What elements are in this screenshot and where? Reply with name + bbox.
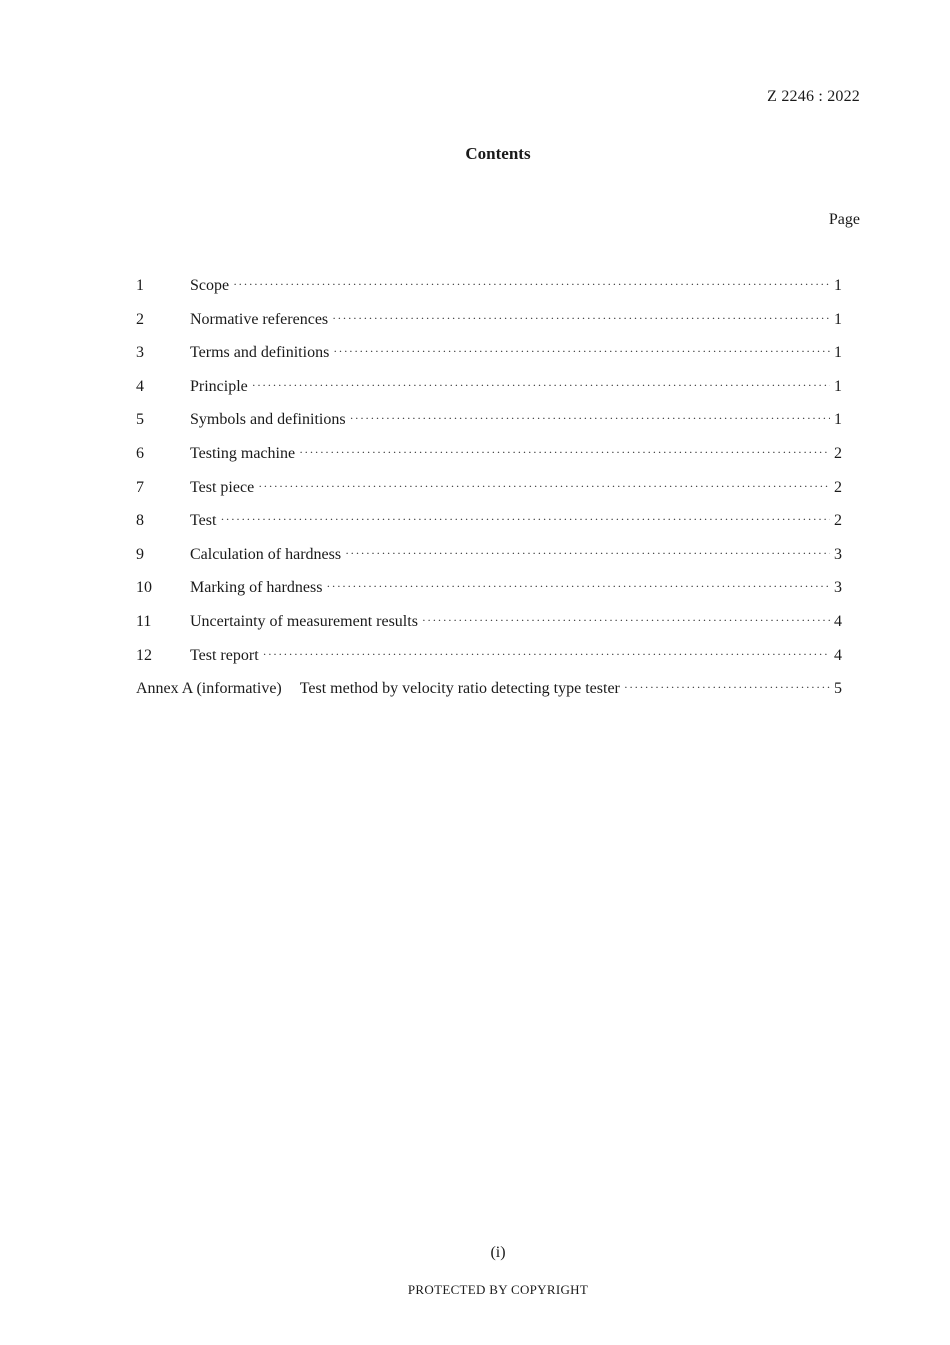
toc-entry-title: Test method by velocity ratio detecting type tester (299, 680, 620, 698)
toc-entry-page: 1 (834, 277, 842, 294)
toc-entry-title: Test report (190, 646, 259, 664)
table-of-contents (136, 277, 842, 714)
footer-page-number: (i) (490, 1244, 506, 1261)
dot-leader (233, 277, 830, 292)
dot-leader (333, 344, 830, 359)
toc-entry-page: 4 (834, 646, 842, 664)
dot-leader (258, 479, 830, 494)
toc-entry-title: Uncertainty of measurement results (190, 612, 418, 630)
toc-entry-title: Terms and definitions (190, 344, 330, 362)
toc-entry-page: 5 (834, 680, 842, 698)
toc-entry-number: 11 (136, 612, 152, 630)
toc-entry-page: 1 (834, 377, 842, 395)
toc-entry-page: 2 (834, 444, 842, 462)
toc-entry-page: 2 (834, 478, 842, 496)
toc-entry-number: 4 (136, 377, 144, 395)
dot-leader (422, 613, 830, 628)
toc-entry-page: 2 (834, 512, 842, 530)
toc-entry-principle[interactable] (136, 378, 842, 412)
toc-entry-page: 1 (834, 344, 842, 362)
toc-entry-uncertainty-of-measurement-results[interactable] (136, 613, 842, 647)
dot-leader (624, 680, 830, 695)
toc-entry-number: 12 (136, 646, 152, 664)
dot-leader (252, 378, 830, 393)
dot-leader (332, 311, 830, 326)
toc-entry-number: 9 (136, 545, 144, 563)
toc-entry-page: 1 (834, 411, 842, 429)
toc-entry-number: 8 (136, 512, 144, 530)
toc-entry-number: 7 (136, 478, 144, 496)
copyright-notice: PROTECTED BY COPYRIGHT (407, 1282, 589, 1297)
toc-entry-number: 2 (136, 310, 144, 328)
toc-entry-page: 3 (834, 545, 842, 563)
toc-entry-title: Test piece (190, 478, 255, 496)
toc-entry-normative-references[interactable] (136, 311, 842, 345)
toc-entry-test-report[interactable] (136, 647, 842, 681)
toc-entry-number: 3 (136, 344, 144, 362)
toc-entry-number: 1 (136, 277, 144, 294)
toc-entry-title: Testing machine (190, 444, 296, 462)
document-id: Z 2246 : 2022 (767, 88, 860, 105)
toc-entry-symbols-and-definitions[interactable] (136, 411, 842, 445)
toc-entry-marking-of-hardness[interactable] (136, 579, 842, 613)
dot-leader (220, 512, 830, 527)
toc-entry-number: 6 (136, 444, 144, 462)
toc-entry-scope[interactable] (136, 277, 842, 311)
toc-entry-page: 1 (834, 310, 842, 328)
page-title: Contents (465, 144, 531, 163)
toc-entry-page: 4 (834, 612, 842, 630)
toc-entry-title: Principle (190, 377, 248, 395)
toc-entry-test-piece[interactable] (136, 479, 842, 513)
toc-entry-title: Marking of hardness (190, 579, 323, 597)
toc-entry-test[interactable] (136, 512, 842, 546)
dot-leader (326, 579, 830, 594)
toc-entry-calculation-of-hardness[interactable] (136, 546, 842, 580)
toc-entry-testing-machine[interactable] (136, 445, 842, 479)
toc-entry-title: Normative references (190, 310, 329, 328)
toc-entry-page: 3 (834, 579, 842, 597)
toc-entry-terms-and-definitions[interactable] (136, 344, 842, 378)
toc-entry-title: Scope (190, 277, 230, 294)
dot-leader (263, 647, 830, 662)
toc-entry-title: Test (190, 512, 217, 530)
toc-entry-title: Symbols and definitions (190, 411, 346, 429)
dot-leader (345, 546, 830, 561)
toc-entry-annex-a[interactable] (136, 680, 842, 714)
page-column-label: Page (828, 211, 860, 228)
dot-leader (299, 445, 830, 460)
annex-label: Annex A (informative) (136, 680, 282, 698)
toc-entry-title: Calculation of hardness (190, 545, 342, 563)
dot-leader (350, 411, 830, 426)
toc-entry-number: 5 (136, 411, 144, 429)
toc-entry-number: 10 (136, 579, 152, 597)
